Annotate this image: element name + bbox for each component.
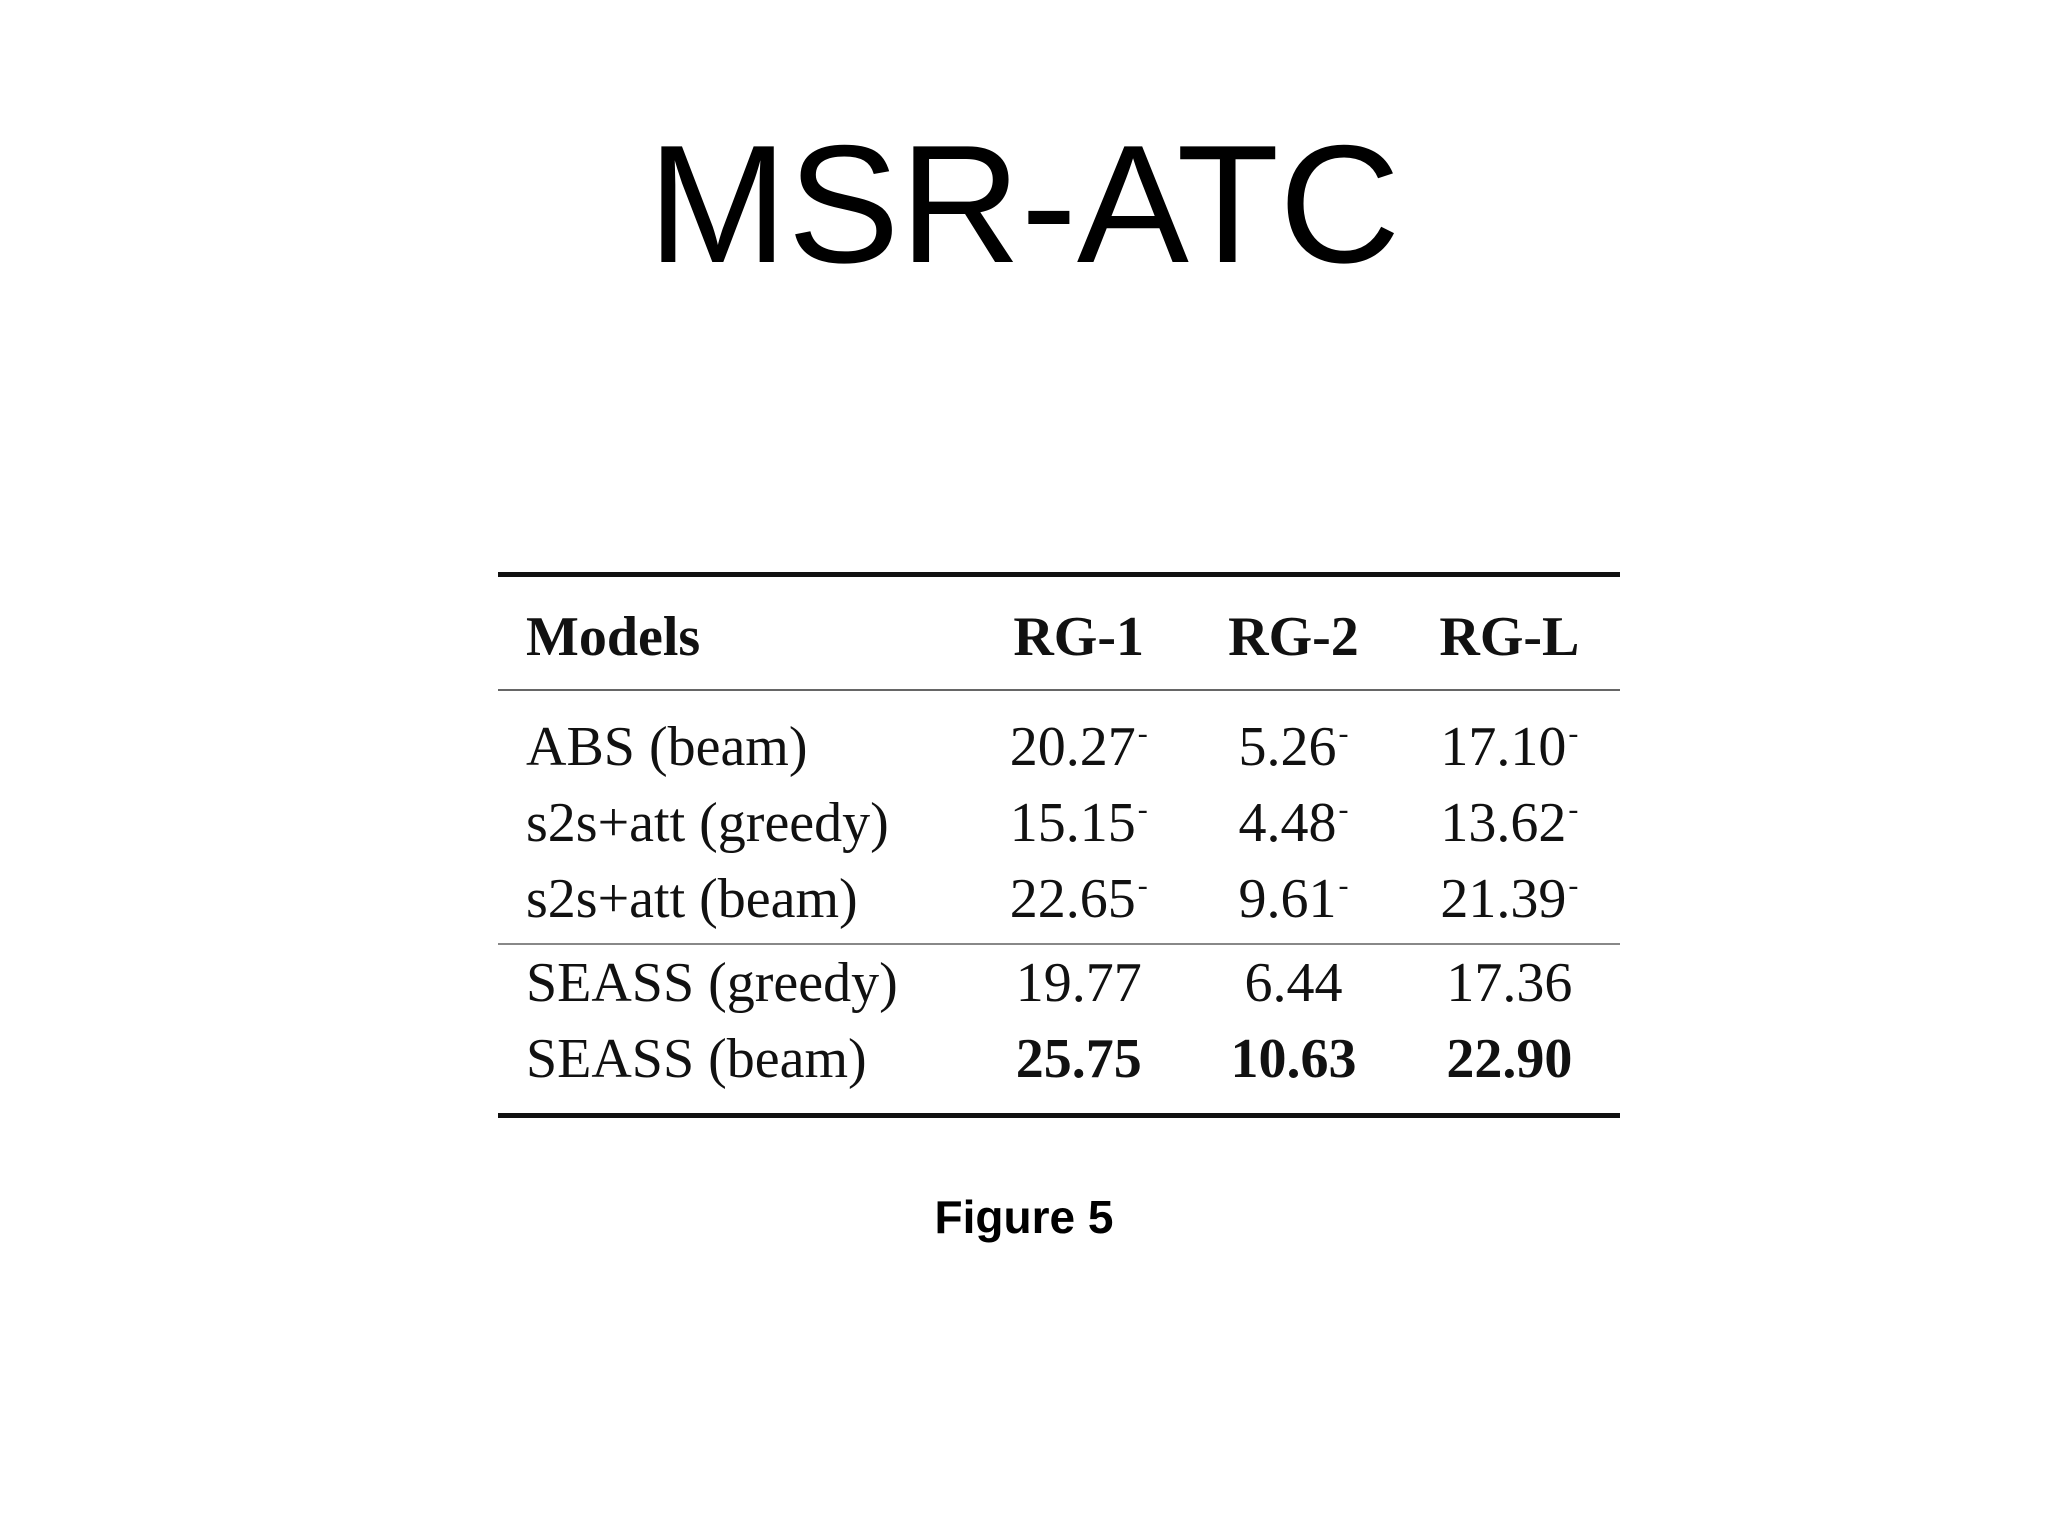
- model-name: s2s+att (beam): [526, 868, 858, 930]
- significance-mark: -: [1137, 793, 1148, 826]
- figure-caption: Figure 5: [934, 1191, 1114, 1243]
- significance-mark: -: [1568, 717, 1579, 750]
- rg2-cell: [1188, 785, 1399, 861]
- rg1-value: 25.75: [1015, 1028, 1142, 1090]
- results-table: [498, 572, 1620, 1118]
- rg2-value: 10.63: [1230, 1028, 1357, 1090]
- rg2-cell: [1188, 861, 1399, 944]
- header-rg1: RG-1: [969, 575, 1188, 691]
- header-rgl: RG-L: [1399, 575, 1620, 691]
- model-name: s2s+att (greedy): [526, 792, 889, 854]
- rgl-value: 22.90: [1446, 1028, 1573, 1090]
- significance-mark: -: [1338, 717, 1349, 750]
- rg2-value: 4.48: [1238, 792, 1337, 854]
- slide-title: MSR-ATC: [647, 110, 1401, 298]
- table-row: [498, 1021, 1620, 1116]
- header-rg2: RG-2: [1188, 575, 1399, 691]
- table-row: [498, 690, 1620, 785]
- significance-mark: -: [1137, 717, 1148, 750]
- results-table-container: [498, 572, 1620, 1118]
- rgl-value: 17.36: [1399, 944, 1620, 1021]
- rg2-value: 6.44: [1188, 944, 1399, 1021]
- rg1-value: 22.65: [1009, 868, 1136, 930]
- rg2-value: 5.26: [1238, 716, 1337, 778]
- rg1-value: 20.27: [1009, 716, 1136, 778]
- rg2-cell: [1188, 690, 1399, 785]
- table-row: [498, 861, 1620, 944]
- model-name: SEASS (greedy): [498, 944, 969, 1021]
- rgl-value: 17.10: [1440, 716, 1567, 778]
- rgl-cell: [1399, 690, 1620, 785]
- significance-mark: -: [1568, 869, 1579, 902]
- significance-mark: -: [1137, 869, 1148, 902]
- significance-mark: -: [1338, 869, 1349, 902]
- rg1-value: 19.77: [969, 944, 1188, 1021]
- significance-mark: -: [1568, 793, 1579, 826]
- model-name: SEASS (beam): [526, 1028, 867, 1090]
- rg1-cell: [969, 690, 1188, 785]
- rg1-cell: [969, 861, 1188, 944]
- rgl-value: 21.39: [1440, 868, 1567, 930]
- table-row: [498, 785, 1620, 861]
- rgl-value: 13.62: [1440, 792, 1567, 854]
- rg1-cell: [969, 785, 1188, 861]
- rgl-cell: [1399, 861, 1620, 944]
- significance-mark: -: [1338, 793, 1349, 826]
- rg2-value: 9.61: [1238, 868, 1337, 930]
- model-name: ABS (beam): [526, 716, 808, 778]
- table-header-row: [498, 575, 1620, 691]
- table-row: [498, 944, 1620, 1021]
- rgl-cell: [1399, 785, 1620, 861]
- rg1-value: 15.15: [1009, 792, 1136, 854]
- header-models: Models: [498, 575, 969, 691]
